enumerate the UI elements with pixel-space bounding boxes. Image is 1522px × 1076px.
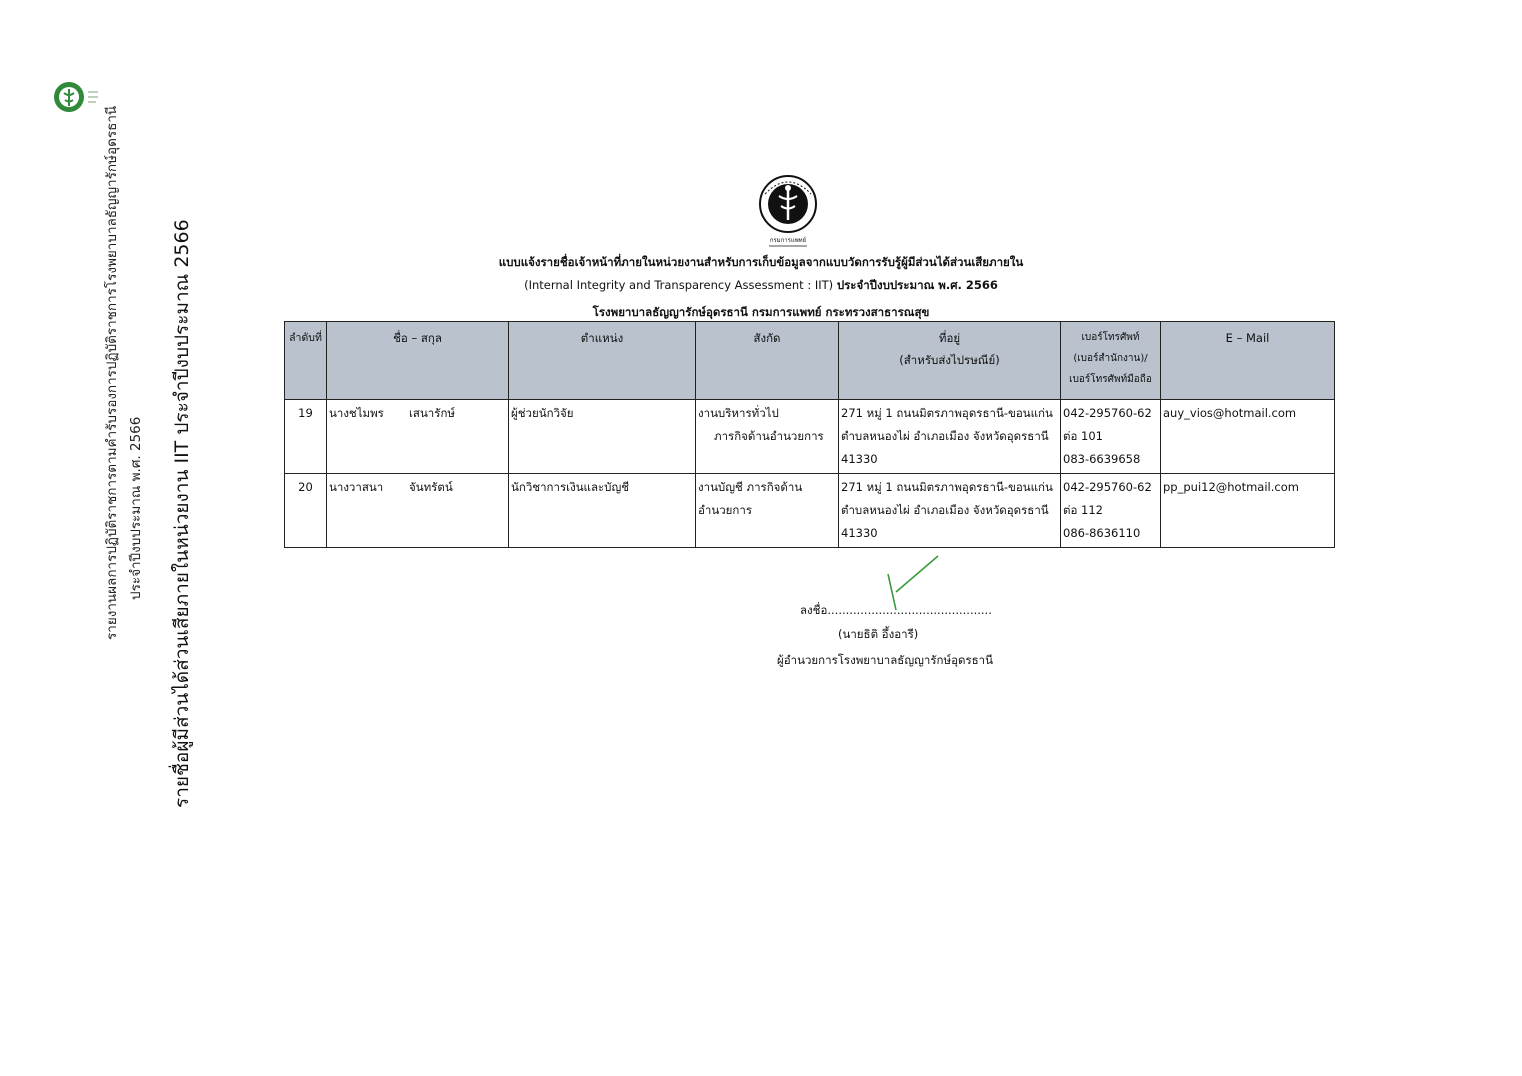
- col-header-phone-line1: เบอร์โทรศัพท์: [1081, 332, 1140, 343]
- signer-name: (นายธิติ อึ้งอารี): [838, 627, 919, 641]
- cell-last-name: จันทรัตน์: [409, 480, 453, 494]
- cell-first-name: นางวาสนา: [329, 480, 384, 494]
- cell-address-line1: 271 หมู่ 1 ถนนมิตรภาพอุดรธานี-ขอนแก่น: [841, 406, 1053, 420]
- cell-position: นักวิชาการเงินและบัญชี: [509, 474, 696, 548]
- staff-table: [284, 321, 1335, 548]
- side-report-line2: ประจำปีงบประมาณ พ.ศ. 2566: [128, 416, 144, 600]
- col-header-phone-line3: เบอร์โทรศัพท์มือถือ: [1069, 374, 1152, 385]
- side-report-caption: [100, 106, 148, 640]
- department-emblem-icon: [755, 174, 821, 250]
- form-title: แบบแจ้งรายชื่อเจ้าหน้าที่ภายในหน่วยงานสำหรับการเก็บข้อมูลจากแบบวัดการรับรู้ผู้มีส่วนได้ส่วนเสียภายใน: [498, 255, 1024, 269]
- cell-affiliation-line1: งานบัญชี ภารกิจด้าน: [698, 480, 803, 494]
- cell-phone-mobile: 083-6639658: [1063, 452, 1141, 466]
- form-subtitle-en: (Internal Integrity and Transparency Assessment : IIT): [524, 278, 834, 292]
- form-subtitle: [0, 277, 1522, 295]
- table-row: [285, 400, 1335, 474]
- cell-position: ผู้ช่วยนักวิจัย: [509, 400, 696, 474]
- col-header-affiliation: สังกัด: [696, 322, 839, 400]
- col-header-address-line2: (สำหรับส่งไปรษณีย์): [899, 353, 1000, 367]
- cell-name: [327, 474, 509, 548]
- col-header-no: ลำดับที่: [285, 322, 327, 400]
- cell-no: 19: [285, 400, 327, 474]
- cell-last-name: เสนารักษ์: [409, 406, 455, 420]
- emblem-caption: กรมการแพทย์: [769, 237, 807, 244]
- cell-affiliation-line1: งานบริหารทั่วไป: [698, 406, 779, 420]
- cell-address: [839, 474, 1061, 548]
- cell-phone: [1061, 474, 1161, 548]
- side-list-title: รายชื่อผู้มีส่วนได้ส่วนเสียภายในหน่วยงาน IIT ประจำปีงบประมาณ 2566: [171, 219, 193, 808]
- cell-affiliation: [696, 474, 839, 548]
- cell-first-name: นางชไมพร: [329, 406, 384, 420]
- table-header-row: [285, 322, 1335, 400]
- cell-phone-office: 042-295760-62: [1063, 406, 1152, 420]
- cell-address-line3: 41330: [841, 452, 878, 466]
- form-subtitle-th: ประจำปีงบประมาณ พ.ศ. 2566: [836, 278, 998, 292]
- table-row: [285, 474, 1335, 548]
- cell-address: [839, 400, 1061, 474]
- hospital-logo-icon: [52, 80, 100, 114]
- cell-phone-office: 042-295760-62: [1063, 480, 1152, 494]
- col-header-name: ชื่อ – สกุล: [327, 322, 509, 400]
- cell-address-line2: ตำบลหนองไผ่ อำเภอเมือง จังหวัดอุดรธานี: [841, 429, 1049, 443]
- cell-email: pp_pui12@hotmail.com: [1161, 474, 1335, 548]
- col-header-phone: [1061, 322, 1161, 400]
- cell-name: [327, 400, 509, 474]
- cell-address-line2: ตำบลหนองไผ่ อำเภอเมือง จังหวัดอุดรธานี: [841, 503, 1049, 517]
- signature-line: ลงชื่อ.............................................: [800, 603, 992, 617]
- side-report-line1: รายงานผลการปฏิบัติราชการตามคำรับรองการปฏิบัติราชการโรงพยาบาลธัญญารักษ์อุดรธานี: [104, 105, 120, 640]
- cell-address-line1: 271 หมู่ 1 ถนนมิตรภาพอุดรธานี-ขอนแก่น: [841, 480, 1053, 494]
- col-header-address: [839, 322, 1061, 400]
- cell-affiliation-line2: อำนวยการ: [698, 503, 753, 517]
- cell-no: 20: [285, 474, 327, 548]
- col-header-phone-line2: (เบอร์สำนักงาน)/: [1073, 353, 1148, 364]
- col-header-position: ตำแหน่ง: [509, 322, 696, 400]
- signer-title: ผู้อำนวยการโรงพยาบาลธัญญารักษ์อุดรธานี: [777, 653, 993, 667]
- col-header-address-line1: ที่อยู่: [938, 331, 961, 345]
- cell-email: auy_vios@hotmail.com: [1161, 400, 1335, 474]
- cell-phone-mobile: 086-8636110: [1063, 526, 1141, 540]
- cell-phone-ext: ต่อ 112: [1063, 503, 1103, 517]
- cell-affiliation-line2: ภารกิจด้านอำนวยการ: [714, 429, 824, 443]
- cell-phone: [1061, 400, 1161, 474]
- cell-phone-ext: ต่อ 101: [1063, 429, 1103, 443]
- cell-affiliation: [696, 400, 839, 474]
- col-header-email: E – Mail: [1161, 322, 1335, 400]
- organization-title: โรงพยาบาลธัญญารักษ์อุดรธานี กรมการแพทย์ กระทรวงสาธารณสุข: [592, 305, 930, 319]
- cell-address-line3: 41330: [841, 526, 878, 540]
